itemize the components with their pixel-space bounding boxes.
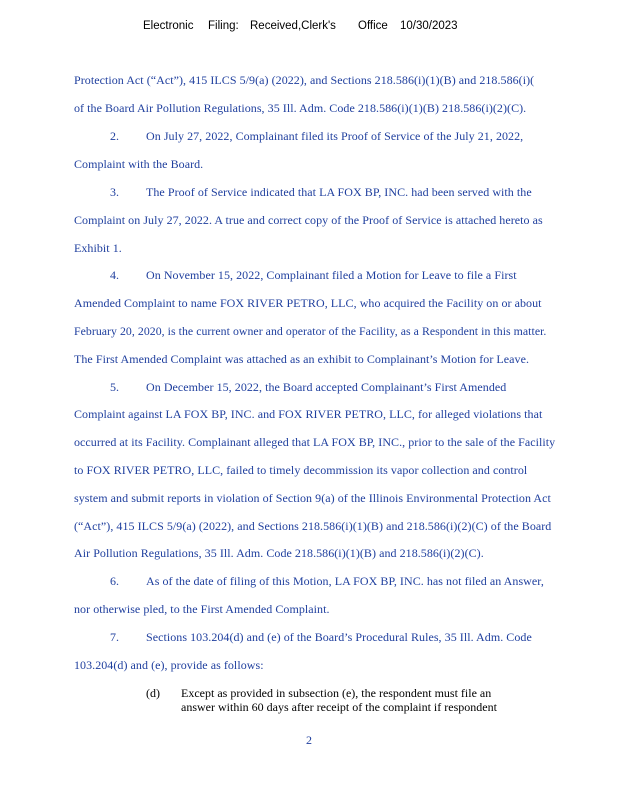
text-line: On November 15, 2022, Complainant filed a Motion for Leave to file a First xyxy=(146,268,517,282)
text-line: of the Board Air Pollution Regulations, 35 Ill. Adm. Code 218.586(i)(1)(B) 218.586(i)(2)(C). xyxy=(74,101,527,115)
paragraph-number: 6. xyxy=(110,574,119,588)
text-line: Sections 103.204(d) and (e) of the Board’s Procedural Rules, 35 Ill. Adm. Code xyxy=(146,630,532,644)
text-line: Complaint on July 27, 2022. A true and correct copy of the Proof of Service is attached hereto as xyxy=(74,213,543,227)
text-line: As of the date of filing of this Motion, LA FOX BP, INC. has not filed an Answer, xyxy=(146,574,544,588)
text-line: nor otherwise pled, to the First Amended Complaint. xyxy=(74,602,330,616)
text-line: The Proof of Service indicated that LA FOX BP, INC. had been served with the xyxy=(146,185,532,199)
header-received: Received,Clerk's xyxy=(250,20,336,32)
text-line: Air Pollution Regulations, 35 Ill. Adm. Code 218.586(i)(1)(B) and 218.586(i)(2)(C). xyxy=(74,546,484,560)
text-line: Exhibit 1. xyxy=(74,241,122,255)
text-line: Amended Complaint to name FOX RIVER PETRO, LLC, who acquired the Facility on or about xyxy=(74,296,542,310)
text-line: system and submit reports in violation of Section 9(a) of the Illinois Environmental Protection Act xyxy=(74,491,551,505)
text-line: Complaint against LA FOX BP, INC. and FOX RIVER PETRO, LLC, for alleged violations that xyxy=(74,407,543,421)
header-office: Office xyxy=(358,20,388,32)
page-number: 2 xyxy=(306,733,312,747)
quote-label: (d) xyxy=(146,686,160,700)
text-line: Protection Act (“Act”), 415 ILCS 5/9(a) (2022), and Sections 218.586(i)(1)(B) and 218.586(i)( xyxy=(74,73,535,87)
header-electronic: Electronic xyxy=(143,20,194,32)
header-filing: Filing: xyxy=(208,20,239,32)
text-line: to FOX RIVER PETRO, LLC, failed to timely decommission its vapor collection and control xyxy=(74,463,528,477)
text-line: occurred at its Facility. Complainant alleged that LA FOX BP, INC., prior to the sale of the Facility xyxy=(74,435,556,449)
quote-line: Except as provided in subsection (e), the respondent must file an xyxy=(181,686,492,700)
paragraph-number: 3. xyxy=(110,185,119,199)
text-line: On July 27, 2022, Complainant filed its Proof of Service of the July 21, 2022, xyxy=(146,129,524,143)
text-line: Complaint with the Board. xyxy=(74,157,204,171)
header-date: 10/30/2023 xyxy=(400,20,458,32)
text-line: 103.204(d) and (e), provide as follows: xyxy=(74,658,264,672)
paragraph-number: 7. xyxy=(110,630,119,644)
text-line: On December 15, 2022, the Board accepted Complainant’s First Amended xyxy=(146,380,507,394)
text-line: February 20, 2020, is the current owner and operator of the Facility, as a Respondent in this matter. xyxy=(74,324,547,338)
paragraph-number: 5. xyxy=(110,380,119,394)
text-line: The First Amended Complaint was attached as an exhibit to Complainant’s Motion for Leave. xyxy=(74,352,530,366)
paragraph-number: 4. xyxy=(110,268,119,282)
paragraph-number: 2. xyxy=(110,129,119,143)
text-line: (“Act”), 415 ILCS 5/9(a) (2022), and Sections 218.586(i)(1)(B) and 218.586(i)(2)(C) of the Board xyxy=(74,519,552,533)
quote-line: answer within 60 days after receipt of the complaint if respondent xyxy=(181,700,497,714)
